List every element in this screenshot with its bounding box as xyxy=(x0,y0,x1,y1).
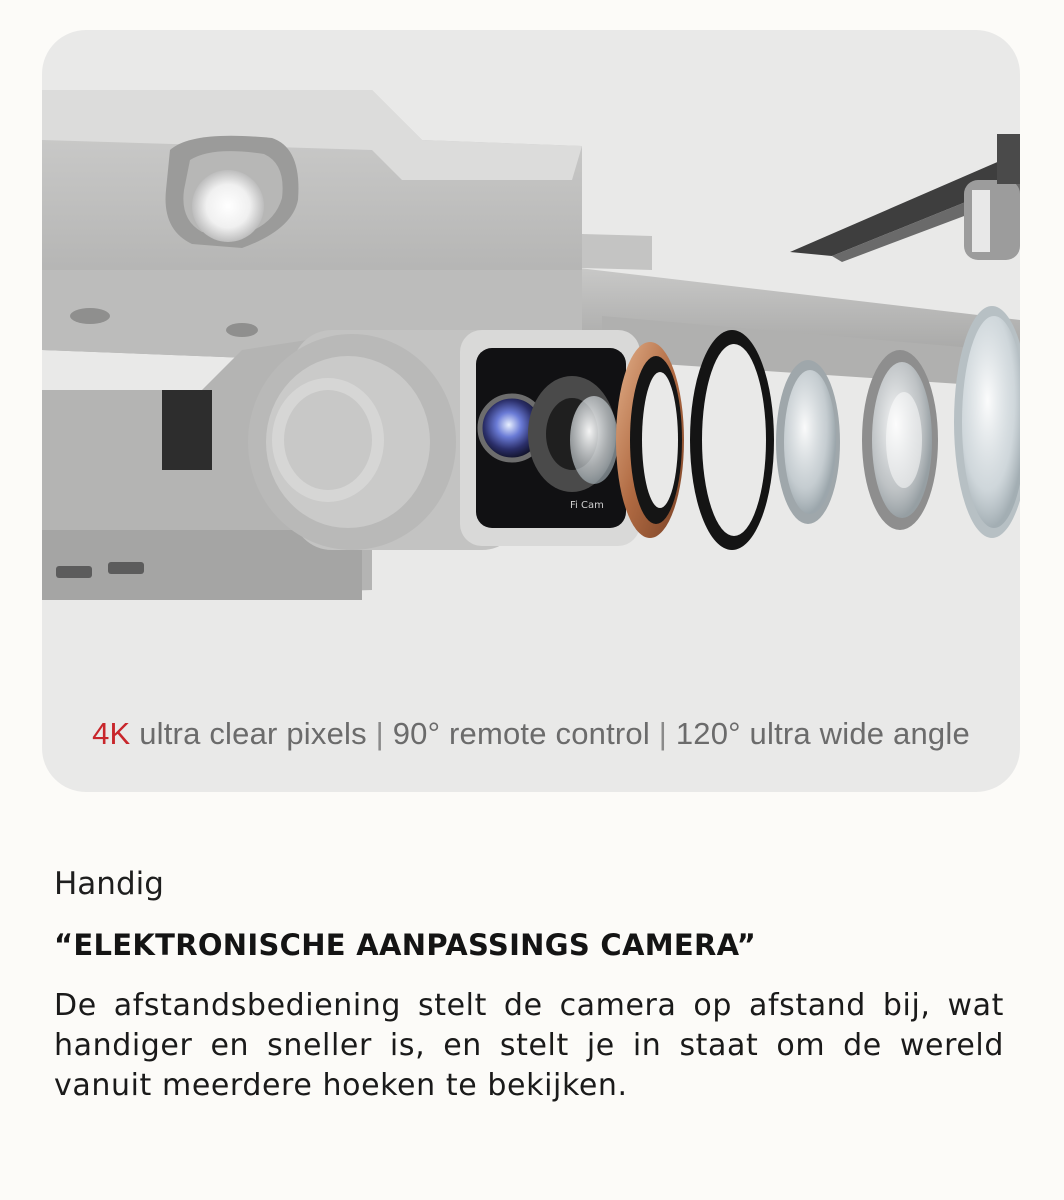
product-image-card xyxy=(42,30,1020,792)
caption-separator: | xyxy=(658,716,668,751)
feature-description: De afstandsbediening stelt de camera op afstand bij, wat handiger en sneller is, en stelt je in staat om de wereld vanuit meerdere hoeken te bekijken. xyxy=(54,988,1004,1103)
propeller-icon xyxy=(790,134,1020,262)
lens-element-copper-ring xyxy=(616,342,684,538)
feature-eyebrow: Handig xyxy=(54,866,164,902)
lens-element-glass-2 xyxy=(862,350,938,530)
lens-marking: Fi Cam xyxy=(570,500,604,511)
camera-module xyxy=(460,330,640,546)
caption-separator: | xyxy=(375,716,384,751)
caption-highlight: 4K xyxy=(92,716,131,751)
feature-headline: “ELEKTRONISCHE AANPASSINGS CAMERA” xyxy=(54,928,757,962)
caption-part-1: ultra clear pixels xyxy=(130,716,376,751)
led-light-icon xyxy=(192,170,264,242)
caption-part-2: 90° remote control xyxy=(383,716,659,751)
lens-element-black-ring xyxy=(690,330,774,550)
feature-caption xyxy=(42,716,1020,752)
caption-part-3: 120° ultra wide angle xyxy=(667,716,970,751)
drone-camera-illustration xyxy=(42,30,1020,792)
lens-element-glass-1 xyxy=(776,360,840,524)
